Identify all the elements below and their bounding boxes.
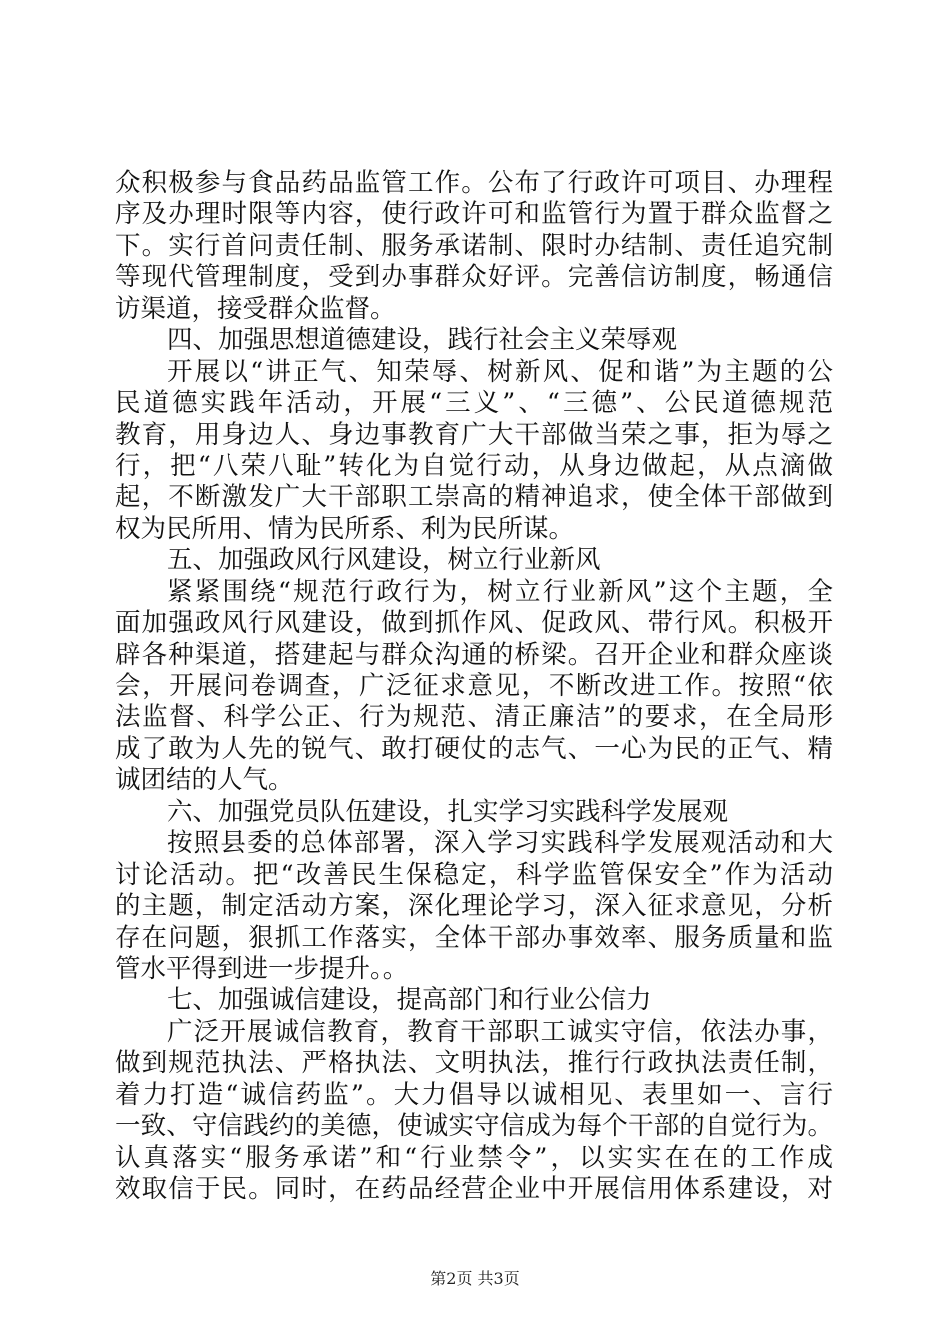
text-line: 会，开展问卷调查，广泛征求意见，不断改进工作。按照“依 [115,671,833,701]
text-line: 五、加强政风行风建设，树立行业新风 [167,545,601,576]
text-line: 的主题，制定活动方案，深化理论学习，深入征求意见，分析 [115,891,833,922]
text-line: 民道德实践年活动，开展“三义”、“三德”、公民道德规范 [115,388,833,419]
text-line: 下。实行首问责任制、服务承诺制、限时办结制、责任追究制 [115,230,833,261]
text-line: 成了敢为人先的锐气、敢打硬仗的志气、一心为民的正气、精 [115,733,833,764]
text-line: 访渠道，接受群众监督。 [115,293,396,324]
text-line: 面加强政风行风建设，做到抓作风、促政风、带行风。积极开 [115,608,833,639]
text-line: 开展以“讲正气、知荣辱、树新风、促和谐”为主题的公 [167,356,833,387]
text-line: 做到规范执法、严格执法、文明执法，推行行政执法责任制， [115,1048,833,1079]
text-line: 诚团结的人气。 [115,765,294,796]
paragraph [115,1017,833,1206]
paragraph [115,168,833,325]
text-line: 教育，用身边人、身边事教育广大干部做当荣之事，拒为辱之 [115,419,833,450]
text-line: 管水平得到进一步提升。。 [115,953,409,984]
section-heading [115,325,833,356]
text-line: 四、加强思想道德建设，践行社会主义荣辱观 [167,325,678,356]
page-footer: 第2页 共3页 [430,1269,520,1288]
text-line: 序及办理时限等内容，使行政许可和监管行为置于群众监督之 [115,199,833,230]
paragraph [115,577,833,797]
section-heading [115,545,833,576]
paragraph [115,357,833,546]
paragraph [115,828,833,985]
text-line: 认真落实“服务承诺”和“行业禁令”，以实实在在的工作成 [115,1142,833,1173]
text-line: 存在问题，狠抓工作落实，全体干部办事效率、服务质量和监 [115,922,833,953]
document-body [115,168,833,1205]
text-line: 法监督、科学公正、行为规范、清正廉洁”的要求，在全局形 [115,702,833,733]
text-line: 紧紧围绕“规范行政行为，树立行业新风”这个主题，全 [167,576,833,607]
text-line: 七、加强诚信建设，提高部门和行业公信力 [167,985,652,1016]
text-line: 等现代管理制度，受到办事群众好评。完善信访制度，畅通信 [115,262,833,293]
text-line: 权为民所用、情为民所系、利为民所谋。 [115,513,575,544]
text-line: 起，不断激发广大干部职工崇高的精神追求，使全体干部做到 [115,482,833,513]
text-line: 着力打造“诚信药监”。大力倡导以诚相见、表里如一、言行 [115,1079,833,1110]
text-line: 一致、守信践约的美德，使诚实守信成为每个干部的自觉行为。 [115,1111,833,1142]
section-heading [115,985,833,1016]
text-line: 讨论活动。把“改善民生保稳定，科学监管保安全”作为活动 [115,859,833,890]
text-line: 广泛开展诚信教育，教育干部职工诚实守信，依法办事， [167,1016,833,1047]
section-heading [115,797,833,828]
text-line: 辟各种渠道，搭建起与群众沟通的桥梁。召开企业和群众座谈 [115,639,833,670]
text-line: 按照县委的总体部署，深入学习实践科学发展观活动和大 [167,828,833,859]
text-line: 六、加强党员队伍建设，扎实学习实践科学发展观 [167,796,729,827]
text-line: 效取信于民。同时，在药品经营企业中开展信用体系建设，对 [115,1174,833,1204]
text-line: 行，把“八荣八耻”转化为自觉行动，从身边做起，从点滴做 [115,450,833,481]
text-line: 众积极参与食品药品监管工作。公布了行政许可项目、办理程 [115,168,833,198]
